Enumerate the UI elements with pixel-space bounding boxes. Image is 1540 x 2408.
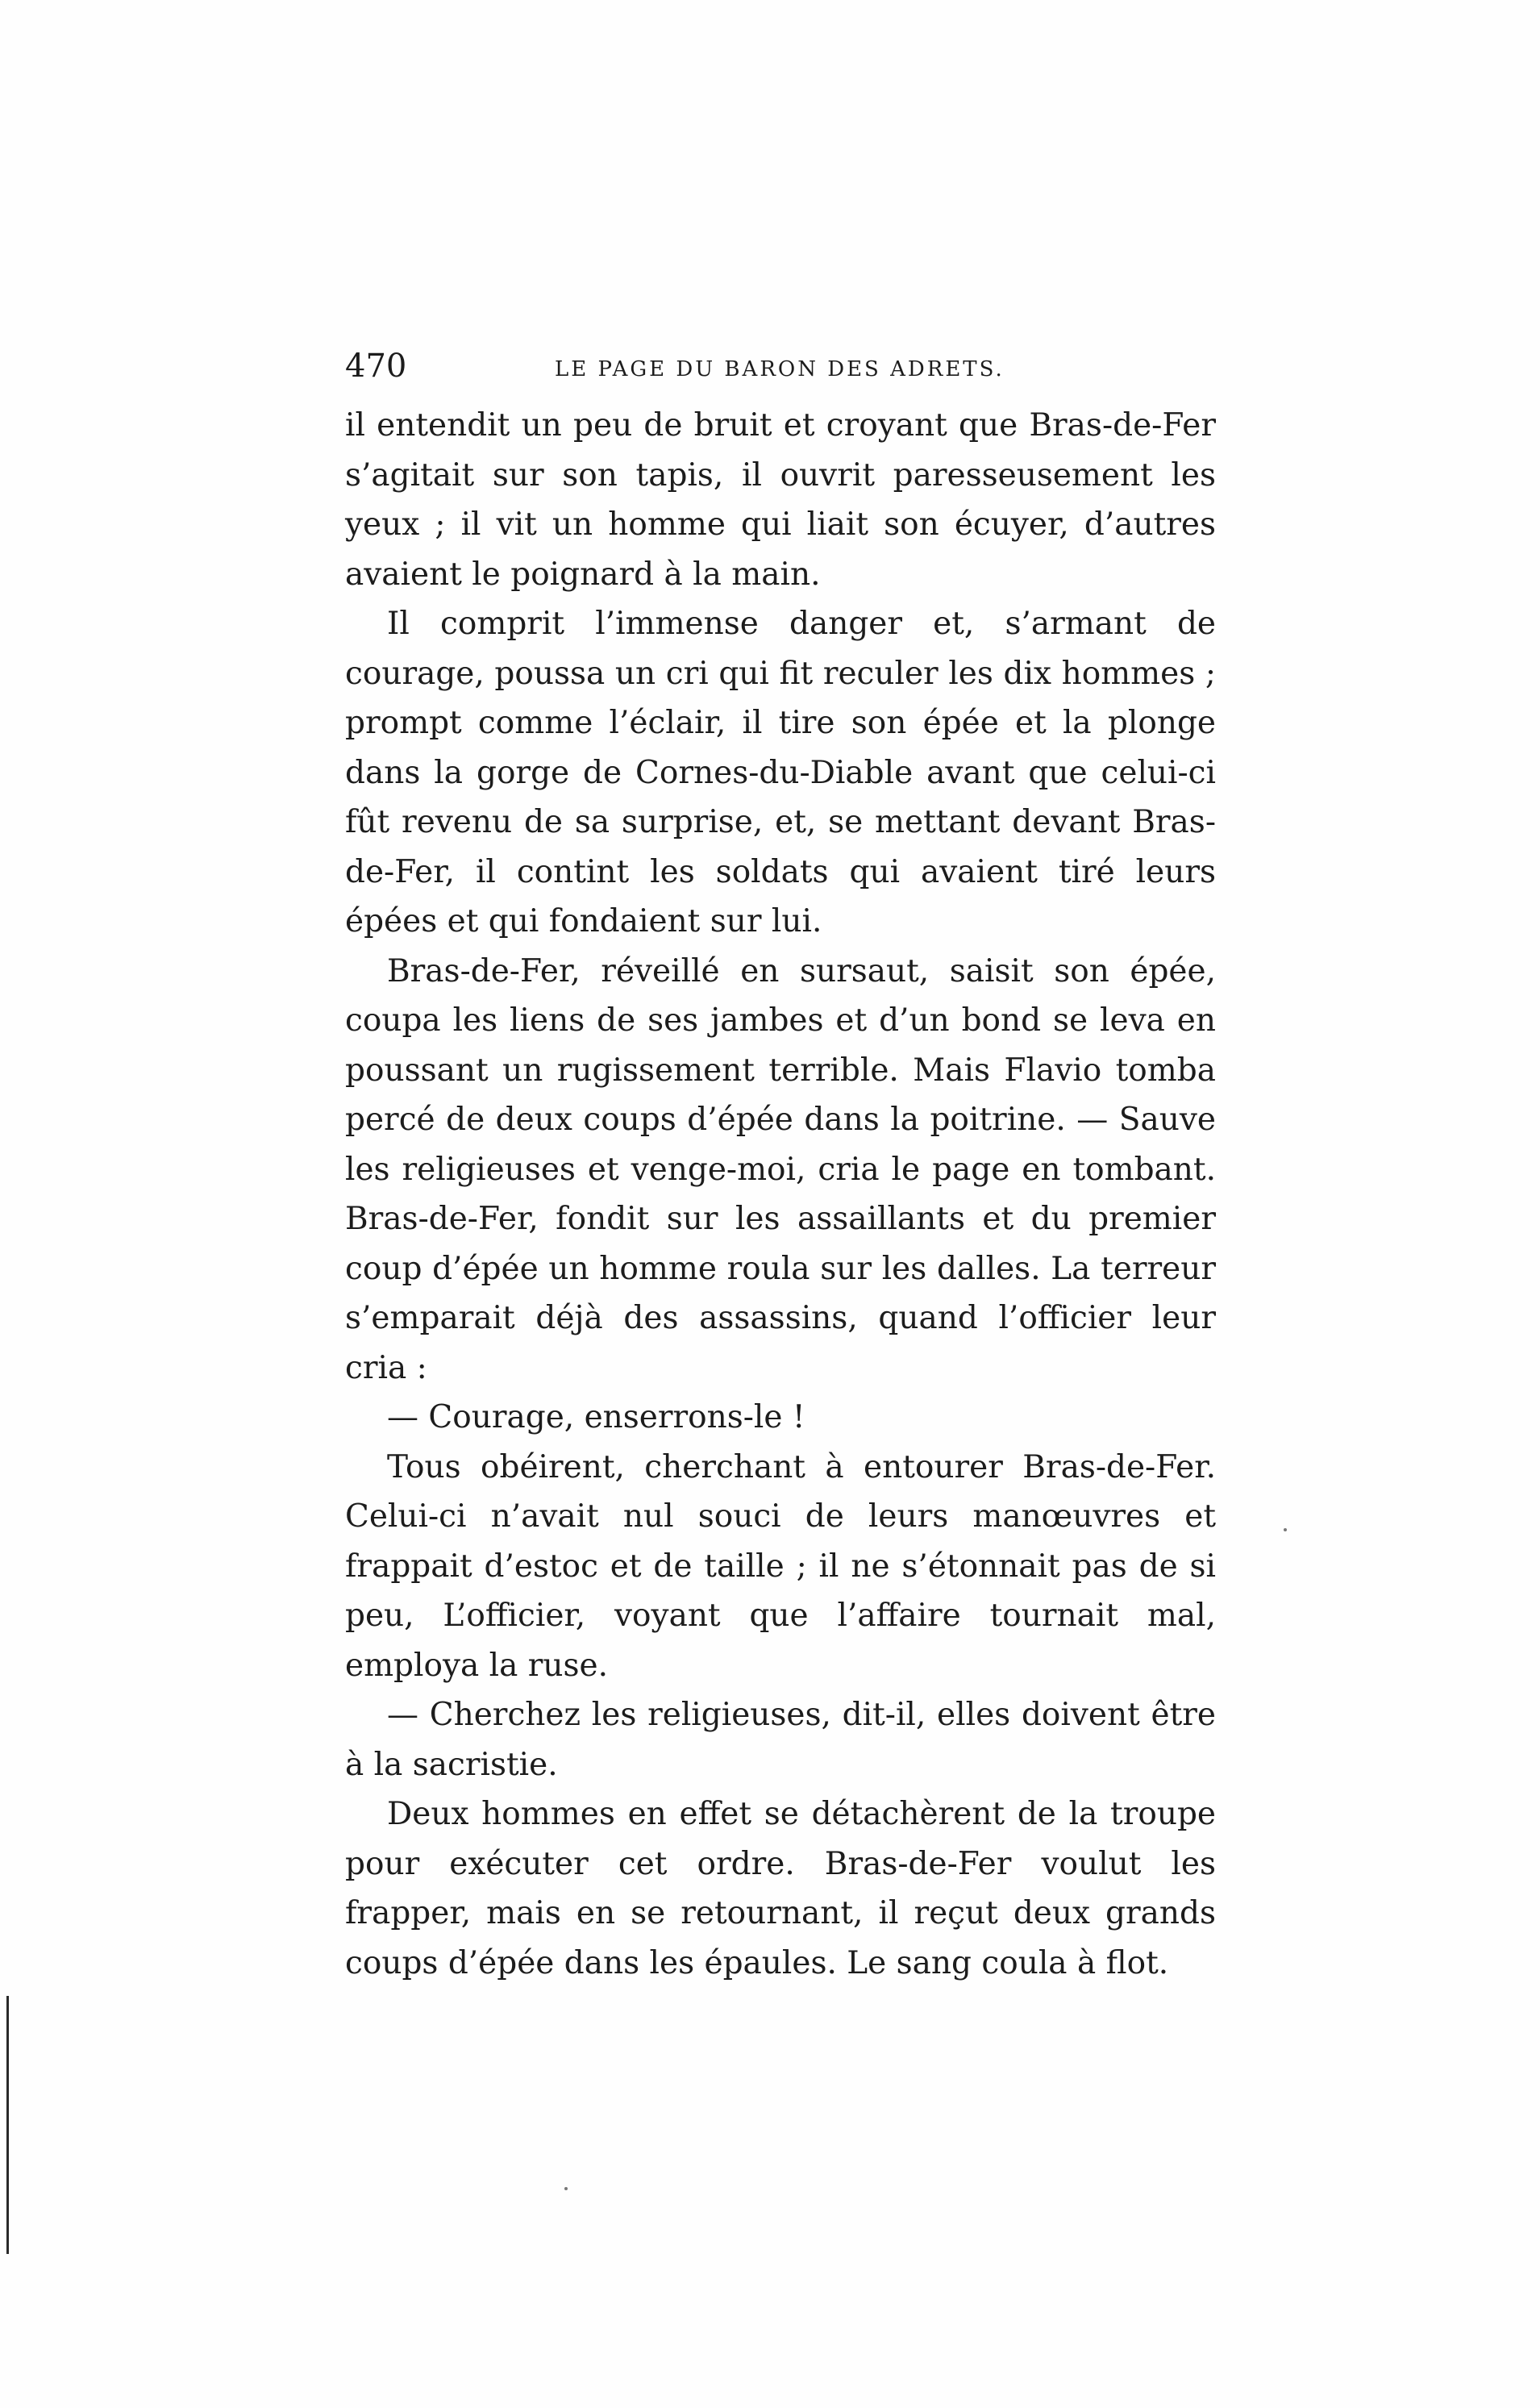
body-text: [345, 401, 1216, 1988]
paragraph: Deux hommes en effet se détachèrent de la troupe pour exécuter cet ordre. Bras-de-Fer voulut les frapper, mais en se retournant, il reçut deux grands coups d’épée dans les épaules. Le sang coula à flot.: [345, 1796, 1216, 1981]
dialogue-line: — Courage, enserrons-le !: [387, 1399, 805, 1435]
paragraph: Bras-de-Fer, réveillé en sursaut, saisit son épée, coupa les liens de ses jambes et d’un bond se leva en poussant un rugissement terrible. Mais Flavio tomba percé de deux coups d’épée dans la poitrine. — Sauve les religieuses et venge-moi, cria le page en tombant. Bras-de-Fer, fondit sur les assaillants et du premier coup d’épée un homme roula sur les dalles. La terreur s’emparait déjà des assassins, quand l’officier leur cria :: [345, 952, 1216, 1386]
paragraph: il entendit un peu de bruit et croyant que Bras-de-Fer s’agitait sur son tapis, il ouvrit paresseusement les yeux ; il vit un homme qui liait son écuyer, d’autres avaient le poignard à la main.: [345, 407, 1216, 593]
page-header: [345, 345, 1216, 387]
scan-edge-line: [6, 1996, 9, 2254]
dialogue-line: — Cherchez les religieuses, dit-il, elles doivent être à la sacristie.: [345, 1697, 1216, 1783]
paragraph: Tous obéirent, cherchant à entourer Bras-de-Fer. Celui-ci n’avait nul souci de leurs manœuvres et frappait d’estoc et de taille ; il ne s’étonnait pas de si peu, L’officier, voyant que l’affaire tournait mal, employa la ruse.: [345, 1448, 1216, 1684]
paragraph: Il comprit l’immense danger et, s’armant de courage, poussa un cri qui fit reculer les dix hommes ; prompt comme l’éclair, il tire son épée et la plonge dans la gorge de Cornes-du-Diable avant que celui-ci fût revenu de sa surprise, et, se mettant devant Bras-de-Fer, il contint les soldats qui avaient tiré leurs épées et qui fondaient sur lui.: [345, 606, 1216, 939]
scan-speck: [564, 2187, 568, 2190]
scan-speck: [1284, 1528, 1287, 1531]
running-head: LE PAGE DU BARON DES ADRETS.: [555, 357, 1005, 381]
page-number: 470: [345, 348, 407, 385]
